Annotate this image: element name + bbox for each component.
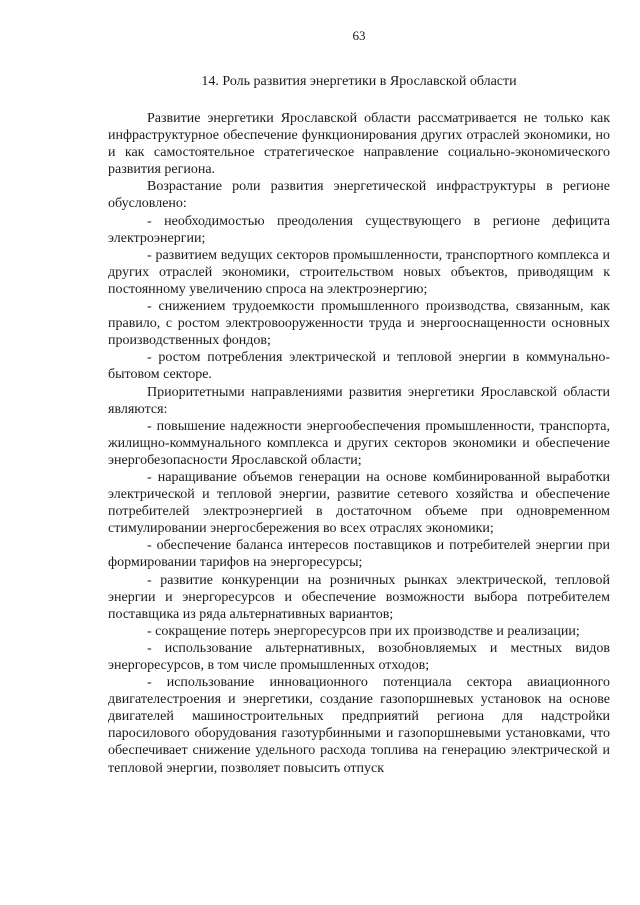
list-item: - повышение надежности энергообеспечения промышленности, транспорта, жилищно-коммунального комплекса и других секторов экономики и обеспечение энергобезопасности Ярославской области;: [108, 418, 610, 468]
body-text: [108, 110, 610, 777]
paragraph-priorities-lead: Приоритетными направлениями развития энергетики Ярославской области являются:: [108, 384, 610, 417]
list-item: - использование альтернативных, возобновляемых и местных видов энергоресурсов, в том числе промышленных отходов;: [108, 640, 610, 673]
list-item: - развитием ведущих секторов промышленности, транспортного комплекса и других отраслей экономики, строительством новых объектов, приводящим к постоянному увеличению спроса на электроэнергию;: [108, 247, 610, 297]
list-item: - использование инновационного потенциала сектора авиационного двигателестроения и энергетики, создание газопоршневых установок на основе двигателей машиностроительных предприятий региона для надстройки паросилового оборудования газотурбинными и газопоршневыми установками, что обеспечивает снижение удельного расхода топлива на генерацию электрической и тепловой энергии, позволяет повысить отпуск: [108, 675, 610, 776]
page-number: 63: [352, 28, 366, 43]
paragraph-reasons-lead: Возрастание роли развития энергетической инфраструктуры в регионе обусловлено:: [108, 179, 610, 212]
paragraph-intro: Развитие энергетики Ярославской области рассматривается не только как инфраструктурное обеспечение функционирования других отраслей экономики, но и как самостоятельное стратегическое направление социально-экономического развития региона.: [108, 111, 610, 178]
list-item: - снижением трудоемкости промышленного производства, связанным, как правило, с ростом электровооруженности труда и энергооснащенности основных производственных фондов;: [108, 299, 610, 349]
list-item: - сокращение потерь энергоресурсов при их производстве и реализации;: [147, 623, 580, 639]
list-item: - наращивание объемов генерации на основе комбинированной выработки электрической и тепловой энергии, развитие сетевого хозяйства и обеспечение потребителей электроэнергией в достаточном объеме при одновременном стимулировании энергосбережения во всех отраслях экономики;: [108, 469, 610, 537]
list-item: - развитие конкуренции на розничных рынках электрической, тепловой энергии и энергоресурсов и обеспечение возможности выбора потребителем поставщика из ряда альтернативных вариантов;: [108, 572, 610, 622]
list-item: - необходимостью преодоления существующего в регионе дефицита электроэнергии;: [108, 213, 610, 246]
list-item: - обеспечение баланса интересов поставщиков и потребителей энергии при формировании тарифов на энергоресурсы;: [108, 538, 610, 571]
list-item: - ростом потребления электрической и тепловой энергии в коммунально-бытовом секторе.: [108, 350, 610, 383]
section-title: 14. Роль развития энергетики в Ярославской области: [201, 74, 517, 89]
